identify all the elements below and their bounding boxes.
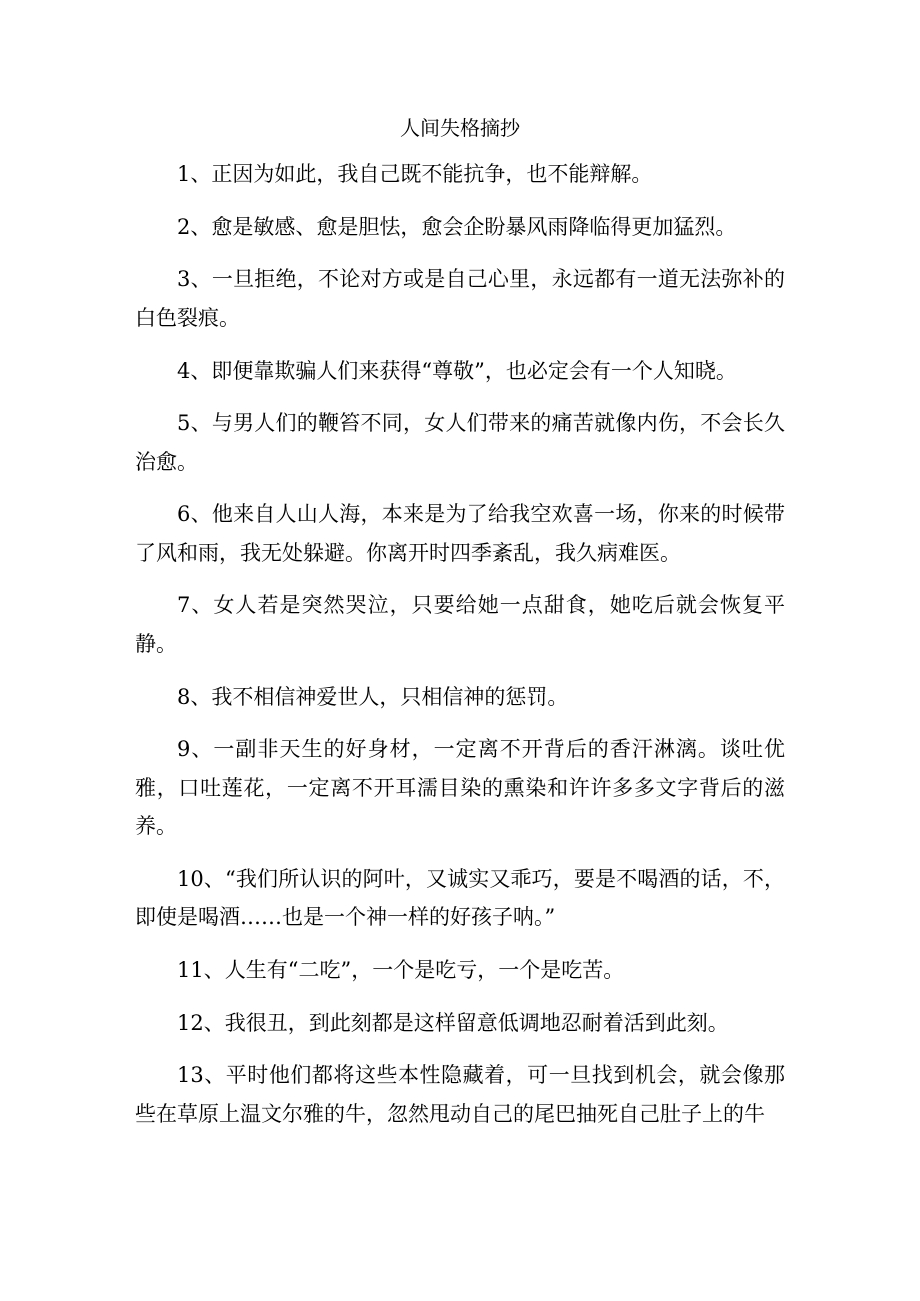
paragraph-13: 13、平时他们都将这些本性隐藏着，可一旦找到机会，就会像那些在草原上温文尔雅的牛，忽然甩动自己的尾巴抽死自己肚子上的牛	[135, 1063, 785, 1126]
paragraph-9: 9、一副非天生的好身材，一定离不开背后的香汗淋漓。谈吐优雅，口吐莲花，一定离不开耳濡目染的熏染和许许多多文字背后的滋养。	[135, 737, 785, 839]
paragraph-11: 11、人生有“二吃”，一个是吃亏，一个是吃苦。	[177, 957, 625, 982]
paragraph-7: 7、女人若是突然哭泣，只要给她一点甜食，她吃后就会恢复平静。	[135, 593, 785, 656]
paragraph-8: 8、我不相信神爱世人，只相信神的惩罚。	[177, 684, 569, 709]
paragraph-1: 1、正因为如此，我自己既不能抗争，也不能辩解。	[177, 162, 653, 186]
paragraph-12: 12、我很丑，到此刻都是这样留意低调地忍耐着活到此刻。	[177, 1010, 729, 1035]
paragraph-4: 4、即便靠欺骗人们来获得“尊敬”，也必定会有一个人知晓。	[177, 358, 737, 383]
paragraph-3: 3、一旦拒绝，不论对方或是自己心里，永远都有一道无法弥补的白色裂痕。	[135, 267, 785, 330]
paragraph-6: 6、他来自人山人海，本来是为了给我空欢喜一场，你来的时候带了风和雨，我无处躲避。你离开时四季紊乱，我久病难医。	[135, 502, 785, 565]
document-body	[135, 155, 785, 1147]
paragraph-5: 5、与男人们的鞭笞不同，女人们带来的痛苦就像内伤，不会长久治愈。	[135, 411, 785, 474]
paragraph-2: 2、愈是敏感、愈是胆怯，愈会企盼暴风雨降临得更加猛烈。	[177, 214, 737, 239]
document-title: 人间失格摘抄	[400, 116, 520, 140]
paragraph-10: 10、“我们所认识的阿叶，又诚实又乖巧，要是不喝酒的话，不，即使是喝酒……也是一个神一样的好孩子呐。”	[135, 866, 785, 930]
